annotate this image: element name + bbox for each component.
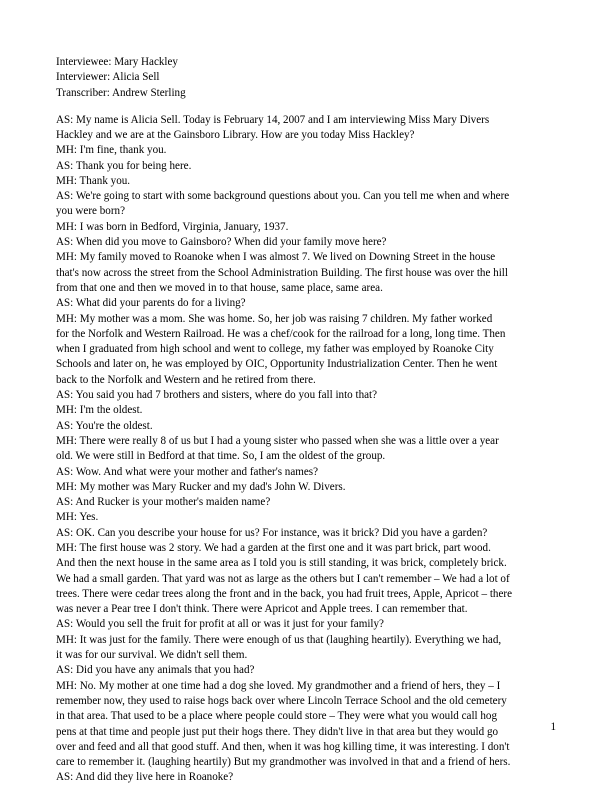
interviewee-line: Interviewee: Mary Hackley: [56, 56, 178, 68]
transcript-line: MH: The first house was 2 story. We had a garden at the first one and it was part brick, part wood.: [56, 542, 491, 554]
transcript-line: MH: Yes.: [56, 511, 99, 524]
transcript-line: AS: Did you have any animals that you had?: [56, 664, 255, 677]
transcript-line: back to the Norfolk and Western and he retired from there.: [56, 373, 316, 386]
transcript-line: AS: And Rucker is your mother's maiden name?: [56, 496, 271, 509]
transcript-line: And then the next house in the same area as I told you is still standing, it was brick, completely brick.: [56, 557, 507, 570]
transcript-header: [56, 55, 556, 101]
transcript-line: We had a small garden. That yard was not as large as the others but I can't remember – We had a lot of: [56, 572, 510, 585]
transcript-line: when I graduated from high school and went to college, my father was employed by Roanoke City: [56, 343, 494, 356]
interviewer-line: Interviewer: Alicia Sell: [56, 71, 160, 84]
transcript-line: AS: Thank you for being here.: [56, 159, 192, 172]
transcript-line: for the Norfolk and Western Railroad. He was a chef/cook for the railroad for a long, long time. Then: [56, 327, 506, 340]
transcript-line: pens at that time and people just put their hogs there. They didn't live in that area but they would go: [56, 725, 499, 738]
transcript-line: AS: When did you move to Gainsboro? When did your family move here?: [56, 236, 387, 249]
transcript-line: MH: My family moved to Roanoke when I was almost 7. We lived on Downing Street in the house: [56, 251, 496, 264]
transcript-line: AS: We're going to start with some background questions about you. Can you tell me when and where: [56, 190, 510, 203]
transcript-line: it was for our survival. We didn't sell them.: [56, 649, 248, 662]
transcript-line: you were born?: [56, 205, 126, 218]
transcript-line: MH: I'm fine, thank you.: [56, 144, 167, 157]
transcript-line: AS: And did they live here in Roanoke?: [56, 771, 234, 784]
transcript-line: AS: You're the oldest.: [56, 419, 153, 432]
transcript-body: [56, 113, 556, 786]
transcript-line: AS: My name is Alicia Sell. Today is February 14, 2007 and I am interviewing Miss Mary Divers: [56, 113, 490, 126]
transcriber-line: Transcriber: Andrew Sterling: [56, 86, 186, 99]
transcript-line: MH: I'm the oldest.: [56, 404, 143, 417]
transcript-line: MH: No. My mother at one time had a dog she loved. My grandmother and a friend of hers, they – I: [56, 679, 501, 692]
transcript-line: that's now across the street from the School Administration Building. The first house was over the hill: [56, 266, 508, 279]
spacer: [56, 101, 556, 113]
transcript-line: MH: I was born in Bedford, Virginia, January, 1937.: [56, 220, 289, 233]
transcript-line: in that area. That used to be a place where people could store – They were what you would call hog: [56, 710, 498, 723]
transcript-line: remember now, they used to raise hogs back over where Lincoln Terrace School and the old cemetery: [56, 694, 507, 707]
transcript-line: care to remember it. (laughing heartily) But my grandmother was involved in that and a friend of hers.: [56, 756, 511, 769]
transcript-line: AS: Would you sell the fruit for profit at all or was it just for your family?: [56, 618, 384, 631]
transcript-line: MH: My mother was a mom. She was home. So, her job was raising 7 children. My father worked: [56, 312, 493, 325]
transcript-line: AS: What did your parents do for a living?: [56, 297, 246, 310]
transcript-line: MH: My mother was Mary Rucker and my dad's John W. Divers.: [56, 480, 346, 493]
transcript-line: over and feed and all that good stuff. And then, when it was hog killing time, it was interesting. I don't: [56, 740, 510, 753]
transcript-line: from that one and then we moved in to that house, same place, same area.: [56, 281, 383, 294]
transcript-page: [56, 55, 556, 786]
transcript-line: was never a Pear tree I don't think. There were Apricot and Apple trees. I can remember that.: [56, 603, 468, 616]
page-number: 1: [550, 721, 556, 733]
transcript-line: trees. There were cedar trees along the front and in the back, you had fruit trees, Apple, Apricot – there: [56, 587, 513, 600]
transcript-line: MH: Thank you.: [56, 174, 131, 187]
transcript-line: MH: It was just for the family. There were enough of us that (laughing heartily). Everything we had,: [56, 633, 502, 646]
transcript-line: AS: Wow. And what were your mother and father's names?: [56, 465, 319, 478]
transcript-line: AS: OK. Can you describe your house for us? For instance, was it brick? Did you have a garden?: [56, 526, 488, 539]
transcript-line: old. We were still in Bedford at that time. So, I am the oldest of the group.: [56, 450, 386, 463]
transcript-line: Schools and later on, he was employed by OIC, Opportunity Industrialization Center. Then he went: [56, 358, 498, 371]
transcript-line: MH: There were really 8 of us but I had a young sister who passed when she was a little over a year: [56, 434, 499, 447]
transcript-line: Hackley and we are at the Gainsboro Library. How are you today Miss Hackley?: [56, 128, 415, 141]
transcript-line: AS: You said you had 7 brothers and sisters, where do you fall into that?: [56, 389, 378, 402]
